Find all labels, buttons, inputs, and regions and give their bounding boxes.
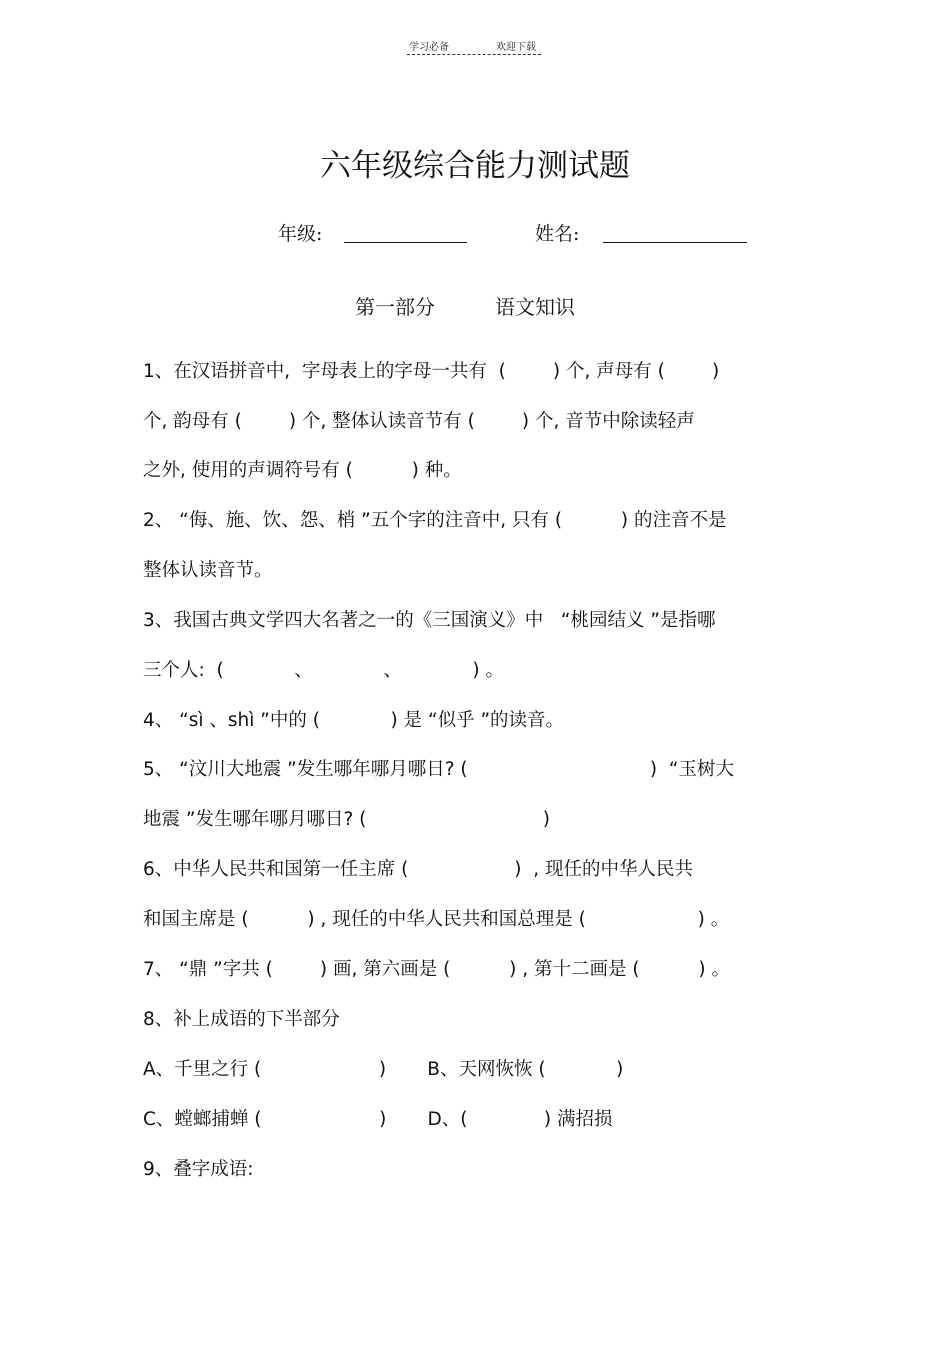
question-line: 地震 ”发生哪年哪月哪日? ( )	[143, 809, 551, 830]
page-header-left: 学习必备	[409, 42, 449, 53]
question-line: 个, 韵母有 ( ) 个, 整体认读音节有 ( ) 个, 音节中除读轻声	[143, 411, 695, 432]
name-label: 姓名:	[535, 223, 580, 245]
question-line: 2、 “侮、施、饮、怨、梢 ”五个字的注音中, 只有 ( ) 的注音不是	[143, 510, 727, 531]
section-part: 第一部分	[355, 295, 435, 319]
question-line: 和国主席是 ( ) , 现任的中华人民共和国总理是 ( ) 。	[143, 909, 730, 930]
question-line: A、千里之行 ( ) B、天网恢恢 ( )	[143, 1059, 624, 1080]
question-line: 5、 “汶川大地震 ”发生哪年哪月哪日? ( ) “玉树大	[143, 759, 734, 780]
header-divider	[407, 54, 541, 55]
name-blank-line	[603, 242, 747, 243]
question-line: 1、在汉语拼音中, 字母表上的字母一共有 ( ) 个, 声母有 ( )	[143, 361, 720, 382]
question-line: 之外, 使用的声调符号有 ( ) 种。	[143, 460, 462, 481]
grade-blank-line	[344, 242, 467, 243]
question-line: 3、我国古典文学四大名著之一的《三国演义》中 “桃园结义 ”是指哪	[143, 610, 716, 631]
question-line: 三个人: ( 、 、 ) 。	[143, 660, 505, 681]
grade-label: 年级:	[278, 223, 323, 245]
page-header-right: 欢迎下载	[496, 42, 536, 53]
section-name: 语文知识	[495, 295, 575, 319]
question-line: 4、 “sì 、shì ”中的 ( ) 是 “似乎 ”的读音。	[143, 710, 565, 731]
question-line: C、螳螂捕蝉 ( ) D、( ) 满招损	[143, 1109, 613, 1130]
question-line: 7、 “鼎 ”字共 ( ) 画, 第六画是 ( ) , 第十二画是 ( ) 。	[143, 959, 730, 980]
question-line: 6、中华人民共和国第一任主席 ( ) , 现任的中华人民共	[143, 859, 693, 880]
question-line: 9、叠字成语:	[143, 1159, 254, 1180]
page-title: 六年级综合能力测试题	[320, 148, 630, 184]
question-line: 8、补上成语的下半部分	[143, 1009, 340, 1030]
question-line: 整体认读音节。	[143, 560, 273, 581]
